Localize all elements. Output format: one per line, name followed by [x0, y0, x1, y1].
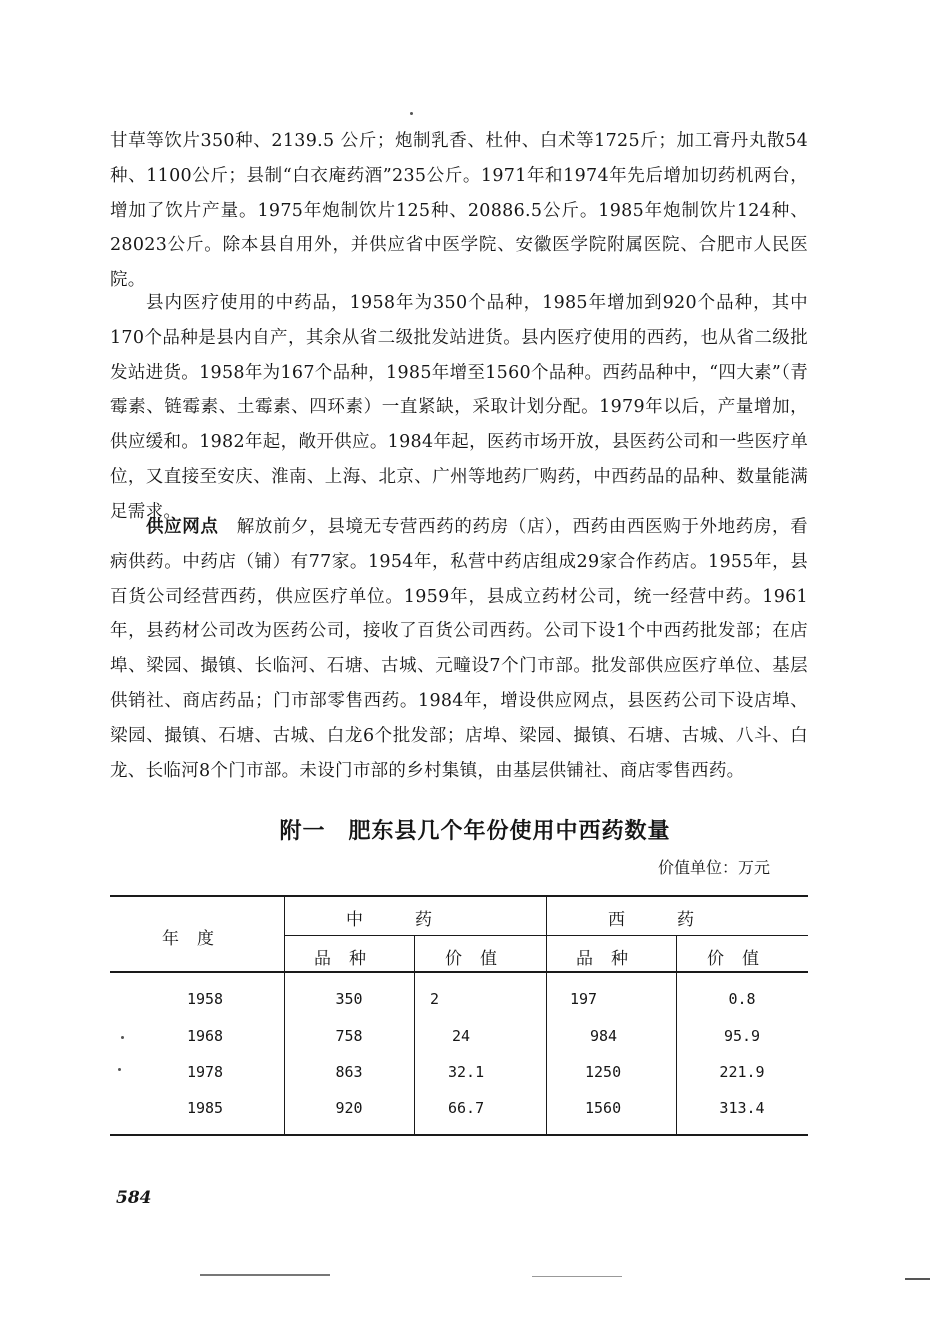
table-unit-note: 价值单位：万元 [657, 858, 770, 877]
cell-wm-value: 0.8 [728, 990, 756, 1008]
cell-wm-varieties: 984 [590, 1027, 618, 1045]
cell-year: 1985 [186, 1099, 224, 1117]
header-year: 年度 [162, 929, 232, 949]
cell-cm-value: 66.7 [448, 1099, 485, 1117]
table-bottom-rule [110, 1134, 808, 1136]
cell-year: 1978 [186, 1063, 224, 1081]
header-chinese-medicine: 中药 [346, 910, 484, 930]
cell-wm-varieties: 197 [570, 990, 598, 1008]
paragraph-decoction-pieces: 甘草等饮片350种、2139.5 公斤；炮制乳香、杜仲、白术等1725斤；加工膏丹丸散54种、1100公斤；县制“白衣庵药酒”235公斤。1971年和1974年先后增加切药机两台，增加了饮片产量。1975年炮制饮片125种、20886.5公斤。1985年炮制饮片124种、28023公斤。除本县自用外，并供应省中医学院、安徽医学院附属医院、合肥市人民医院。 [110, 131, 808, 291]
cell-wm-value: 313.4 [719, 1099, 765, 1117]
cell-cm-value: 24 [452, 1027, 471, 1045]
paragraph-supply-outlets [110, 510, 808, 788]
scan-line [200, 1274, 330, 1276]
paragraph-medicine-varieties: 县内医疗使用的中药品，1958年为350个品种，1985年增加到920个品种，其中170个品种是县内自产，其余从省二级批发站进货。县内医疗使用的西药，也从省二级批发站进货。1958年为167个品种，1985年增至1560个品种。西药品种中，“四大素”（青霉素、链霉素、土霉素、四环素）一直紧缺，采取计划分配。1979年以后，产量增加，供应缓和。1982年起，敞开供应。1984年起，医药市场开放，县医药公司和一些医疗单位，又直接至安庆、淮南、上海、北京、广州等地药厂购药，中西药品的品种、数量能满足需求。 [110, 293, 808, 522]
cell-wm-value: 221.9 [719, 1063, 765, 1081]
cell-cm-varieties: 920 [335, 1099, 363, 1117]
table-header-bottom-rule [110, 971, 808, 973]
cell-wm-value: 95.9 [723, 1027, 761, 1045]
scan-speck [121, 1036, 124, 1039]
cell-cm-varieties: 758 [335, 1027, 363, 1045]
page-number: 584 [116, 1188, 152, 1208]
header-wm-varieties: 品种 [576, 949, 646, 969]
header-cm-varieties: 品种 [314, 949, 384, 969]
scan-line [532, 1276, 622, 1277]
cell-year: 1968 [186, 1027, 224, 1045]
cell-cm-value: 32.1 [448, 1063, 485, 1081]
header-wm-value: 价值 [707, 949, 777, 969]
cell-cm-varieties: 863 [335, 1063, 363, 1081]
cell-year: 1958 [186, 990, 224, 1008]
cell-wm-varieties: 1250 [585, 1063, 622, 1081]
table-top-rule [110, 895, 808, 897]
table-title: 附一 肥东县几个年份使用中西药数量 [279, 819, 671, 844]
header-cm-value: 价值 [445, 949, 515, 969]
cell-wm-varieties: 1560 [585, 1099, 622, 1117]
section-lead-heading: 供应网点 [146, 517, 219, 537]
scan-speck [118, 1068, 121, 1071]
header-western-medicine: 西药 [608, 910, 746, 930]
scan-line [905, 1278, 930, 1280]
scan-speck [410, 112, 413, 115]
supply-outlets-text: 解放前夕，县境无专营西药的药房（店），西药由西医购于外地药房，看病供药。中药店（铺）有77家。1954年，私营中药店组成29家合作药店。1955年，县百货公司经营西药，供应医疗单位。1959年，县成立药材公司，统一经营中药。1961年，县药材公司改为医药公司，接收了百货公司西药。公司下设1个中西药批发部；在店埠、梁园、撮镇、长临河、石塘、古城、元疃设7个门市部。批发部供应医疗单位、基层供销社、商店药品；门市部零售西药。1984年，增设供应网点，县医药公司下设店埠、梁园、撮镇、石塘、古城、白龙6个批发部；店埠、梁园、撮镇、石塘、古城、八斗、白龙、长临河8个门市部。未设门市部的乡村集镇，由基层供铺社、商店零售西药。 [110, 517, 808, 781]
cell-cm-value: 2 [430, 990, 440, 1008]
table-vrule-group [546, 896, 547, 1136]
cell-cm-varieties: 350 [335, 990, 363, 1008]
